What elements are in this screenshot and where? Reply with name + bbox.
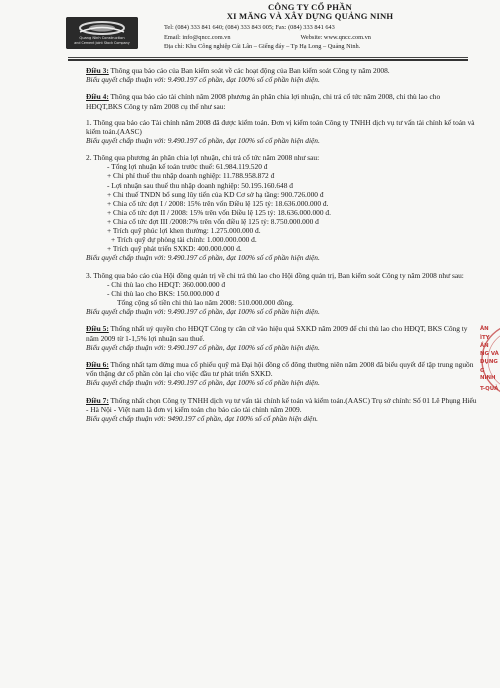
article-4-item-2 <box>86 153 478 262</box>
article-3-heading: Điều 3: <box>86 66 109 75</box>
contact-address: Địa chỉ: Khu Công nghiệp Cái Lân – Giếng đáy – Tp Hạ Long – Quảng Ninh. <box>164 43 361 50</box>
profit-line: - Lợi nhuận sau thuế thu nhập doanh nghiệp: 50.195.160.648 đ <box>107 180 293 190</box>
article-5-heading: Điều 5: <box>86 324 109 334</box>
article-6-vote-result: Biểu quyết chấp thuận với: 9.490.197 cổ phần, đạt 100% số cổ phần hiện diện. <box>86 378 320 388</box>
profit-line: + Chia cổ tức đợt I / 2008: 15% trên vốn Điều lệ 125 tỷ: 18.636.000.000 đ. <box>107 198 329 208</box>
company-logo <box>66 17 138 49</box>
profit-line: + Trích quỹ dự phòng tài chính: 1.000.000.000 đ. <box>111 235 257 245</box>
contact-website: Website: www.qncc.com.vn <box>300 34 371 41</box>
item-2-text: 2. Thông qua phương án phân chia lợi nhuận, chi trả cổ tức năm 2008 như sau: <box>86 153 320 163</box>
remuneration-line: - Chi thù lao cho HĐQT: 360.000.000 đ <box>107 279 226 289</box>
article-4-heading: Điều 4: <box>86 92 109 102</box>
article-5 <box>86 324 478 351</box>
profit-line: + Trích quỹ phúc lợi khen thưởng: 1.275.000.000 đ. <box>107 226 261 235</box>
article-6-text: Điều 6: Thống nhất tạm dừng mua cổ phiếu quỹ mà Đại hội đồng cổ đông thường niên năm 2008 đã biểu quyết để tập trung nguồn vốn thặng dư cổ phần còn lại cho việc đầu tư phát triển SXKD. <box>86 360 474 379</box>
item-2-vote-result: Biểu quyết chấp thuận với: 9.490.197 cổ phần, đạt 100% số cổ phần hiện diện. <box>86 253 320 263</box>
seal-text: DỤNG <box>480 359 498 365</box>
seal-text: G NINH <box>480 368 496 381</box>
item-1-text: 1. Thông qua báo cáo Tài chính năm 2008 đã được kiểm toán. Đơn vị kiểm toán Công ty TNHH dịch vụ tư vấn tài chính kế toán và kiểm toán.(AASC) <box>86 117 475 136</box>
company-seal <box>478 322 500 402</box>
company-name-line2: XI MĂNG VÀ XÂY DỰNG QUẢNG NINH <box>226 11 394 21</box>
profit-line: + Trích quỹ phát triển SXKD: 400.000.000 đ. <box>107 244 242 254</box>
article-4-item-3 <box>86 271 478 316</box>
contact-email-row <box>164 34 371 42</box>
article-6 <box>86 360 478 387</box>
article-6-heading: Điều 6: <box>86 360 109 370</box>
profit-line: + Chia cổ tức đợt II / 2008: 15% trên vốn Điều lệ 125 tỷ: 18.636.000.000 đ. <box>107 207 331 217</box>
article-3 <box>86 66 478 84</box>
logo-text-2: and Cement Joint Stock Company <box>74 41 130 45</box>
contact-email: Email: info@qncc.com.vn <box>164 34 231 41</box>
logo-text-1: Quang Ninh Construction <box>79 36 125 40</box>
remuneration-line: - Chi thù lao cho BKS: 150.000.000 đ <box>107 288 220 298</box>
resolution-body <box>86 66 478 431</box>
item-3-text: 3. Thông qua báo cáo của Hội đồng quản trị về chi trả thù lao cho Hội đồng quản trị, Ban kiểm soát Công ty năm 2008 như sau: <box>86 270 464 280</box>
profit-line: + Chi phí thuế thu nhập doanh nghiệp: 11.788.958.872 đ <box>107 171 275 181</box>
item-1-vote-result: Biểu quyết chấp thuận với: 9.490.197 cổ phần, đạt 100% số cổ phần hiện diện. <box>86 135 320 145</box>
profit-line: - Tổng lợi nhuận kế toán trước thuế: 61.984.119.520 đ <box>107 162 268 172</box>
profit-line: + Chia cổ tức đợt III /2008:7% trên vốn điều lệ 125 tỷ: 8.750.000.000 đ <box>107 216 319 226</box>
seal-text: ÌTY <box>480 335 490 341</box>
header-divider-thick <box>68 59 468 61</box>
remuneration-total: Tổng cộng số tiền chi thù lao năm 2008: 510.000.000 đồng. <box>117 297 294 307</box>
article-4 <box>86 92 478 110</box>
article-5-text: Điều 5: Thống nhất uỷ quyền cho HĐQT Công ty căn cứ vào hiệu quả SXKD năm 2009 để chi thù lao cho HĐQT, BKS Công ty năm 2009 từ 1-1,5% lợi nhuận sau thuế. <box>86 324 468 343</box>
header-divider <box>68 57 468 58</box>
item-3-vote-result: Biểu quyết chấp thuận với: 9.490.197 cổ phần, đạt 100% số cổ phần hiện diện. <box>86 307 320 317</box>
seal-text: NG VÀ <box>480 351 499 357</box>
article-7 <box>86 396 478 423</box>
contact-tel: Tel: (084) 333 841 640; (084) 333 843 005; Fax: (084) 333 841 643 <box>164 24 335 31</box>
profit-line: + Chi thuế TNDN bổ sung lũy tiến của KD Cơ sở hạ tầng: 900.726.000 đ <box>107 189 324 199</box>
article-4-text: Điều 4: Thông qua báo cáo tài chính năm 2008 phương án phân chia lợi nhuận, chi trả cổ tức năm 2008, chi thù lao cho HĐQT,BKS Công ty năm 2008 cụ thể như sau: <box>86 92 441 111</box>
article-3-vote-result: Biểu quyết chấp thuận với: 9.490.197 cổ phần, đạt 100% số cổ phần hiện diện. <box>86 75 320 85</box>
article-7-vote-result: Biểu quyết chấp thuận với: 9490.197 cổ phần, đạt 100% số cổ phần hiện diện. <box>86 413 318 423</box>
article-5-vote-result: Biểu quyết chấp thuận với: 9.490.197 cổ phần, đạt 100% số cổ phần hiện diện. <box>86 342 320 352</box>
logo-graphic <box>66 17 138 49</box>
article-7-text: Điều 7: Thống nhất chọn Công ty TNHH dịch vụ tư vấn tài chính kế toán và kiểm toán.(AASC) Trụ sở chính: Số 01 Lê Phụng Hiểu - Hà Nội - Việt nam là đơn vị kiểm toán cho báo cáo tài chính năm 2009. <box>86 395 477 414</box>
article-4-item-1 <box>86 118 478 145</box>
article-3-text: Điều 3: Thông qua báo cáo của Ban kiểm soát về các hoạt động của Ban kiểm soát Công ty năm 2008. <box>86 66 390 75</box>
seal-text: ẦN <box>480 343 489 349</box>
article-7-heading: Điều 7: <box>86 395 109 405</box>
seal-text: ÂN <box>480 326 489 332</box>
company-name-line1: CÔNG TY CỔ PHẦN <box>268 2 352 12</box>
seal-text: T-QUẢ <box>480 386 499 392</box>
